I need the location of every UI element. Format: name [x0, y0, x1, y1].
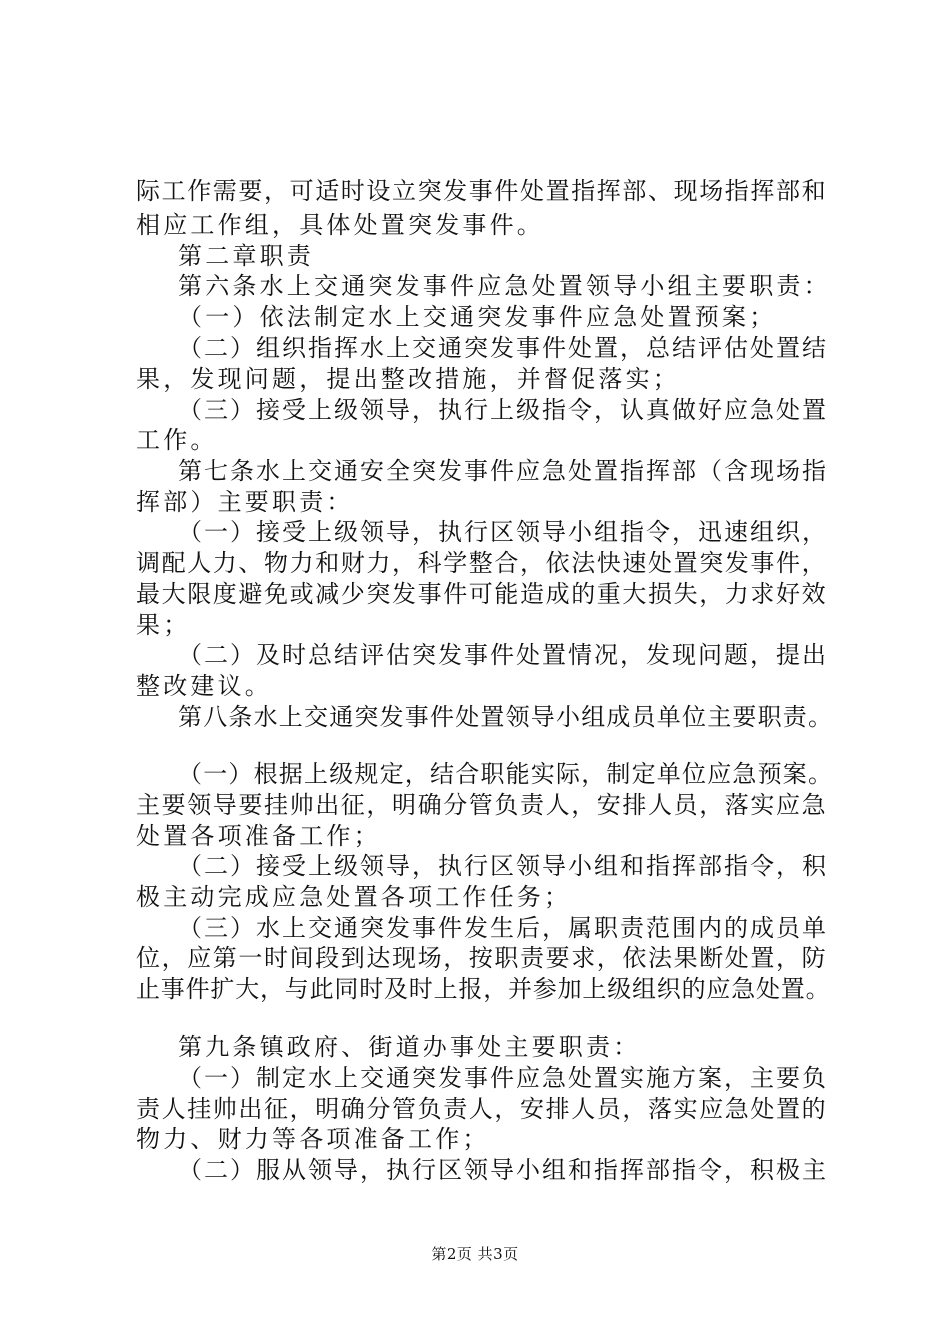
body-line: 处置各项准备工作； — [136, 822, 381, 850]
body-line: 止事件扩大，与此同时及时上报，并参加上级组织的应急处置。 — [136, 975, 831, 1003]
body-line: （二）服从领导，执行区领导小组和指挥部指令，积极主 — [178, 1156, 828, 1184]
body-line: 物力、财力等各项准备工作； — [136, 1125, 490, 1153]
article-heading: 第六条水上交通突发事件应急处置领导小组主要职责： — [178, 272, 831, 300]
article-heading: 第八条水上交通突发事件处置领导小组成员单位主要职责。 — [178, 703, 834, 731]
body-line: （二）及时总结评估突发事件处置情况，发现问题，提出 — [178, 641, 828, 669]
body-line: 极主动完成应急处置各项工作任务； — [136, 883, 572, 911]
article-heading: 第九条镇政府、街道办事处主要职责： — [178, 1033, 641, 1061]
body-line: （一）接受上级领导，执行区领导小组指令，迅速组织， — [178, 518, 828, 546]
body-line: 工作。 — [136, 426, 218, 454]
body-line: 主要领导要挂帅出征，明确分管负责人，安排人员，落实应急 — [136, 791, 828, 819]
article-heading: 第七条水上交通安全突发事件应急处置指挥部（含现场指 — [178, 457, 828, 485]
body-line: （一）依法制定水上交通突发事件应急处置预案； — [178, 303, 777, 331]
body-line: 最大限度避免或减少突发事件可能造成的重大损失，力求好效 — [136, 580, 828, 608]
body-line: 挥部）主要职责： — [136, 488, 354, 516]
body-line: （三）水上交通突发事件发生后，属职责范围内的成员单 — [178, 914, 828, 942]
body-line: 果； — [136, 611, 191, 639]
page-number-footer: 第2页 共3页 — [431, 1245, 519, 1263]
body-line: 果，发现问题，提出整改措施，并督促落实； — [136, 365, 680, 393]
body-line: 位，应第一时间段到达现场，按职责要求，依法果断处置，防 — [136, 944, 828, 972]
chapter-heading: 第二章职责 — [178, 242, 314, 270]
body-line: （一）根据上级规定，结合职能实际，制定单位应急预案。 — [178, 760, 834, 788]
body-line: （三）接受上级领导，执行上级指令，认真做好应急处置 — [178, 396, 828, 424]
body-line: 相应工作组，具体处置突发事件。 — [136, 211, 544, 239]
body-line: （二）接受上级领导，执行区领导小组和指挥部指令，积 — [178, 852, 828, 880]
body-line: 整改建议。 — [136, 672, 272, 700]
body-line: （二）组织指挥水上交通突发事件处置，总结评估处置结 — [178, 334, 828, 362]
body-line: （一）制定水上交通突发事件应急处置实施方案，主要负 — [178, 1064, 828, 1092]
body-line: 责人挂帅出征，明确分管负责人，安排人员，落实应急处置的 — [136, 1095, 828, 1123]
body-line: 调配人力、物力和财力，科学整合，依法快速处置突发事件， — [136, 549, 828, 577]
body-line: 际工作需要，可适时设立突发事件处置指挥部、现场指挥部和 — [136, 177, 828, 205]
